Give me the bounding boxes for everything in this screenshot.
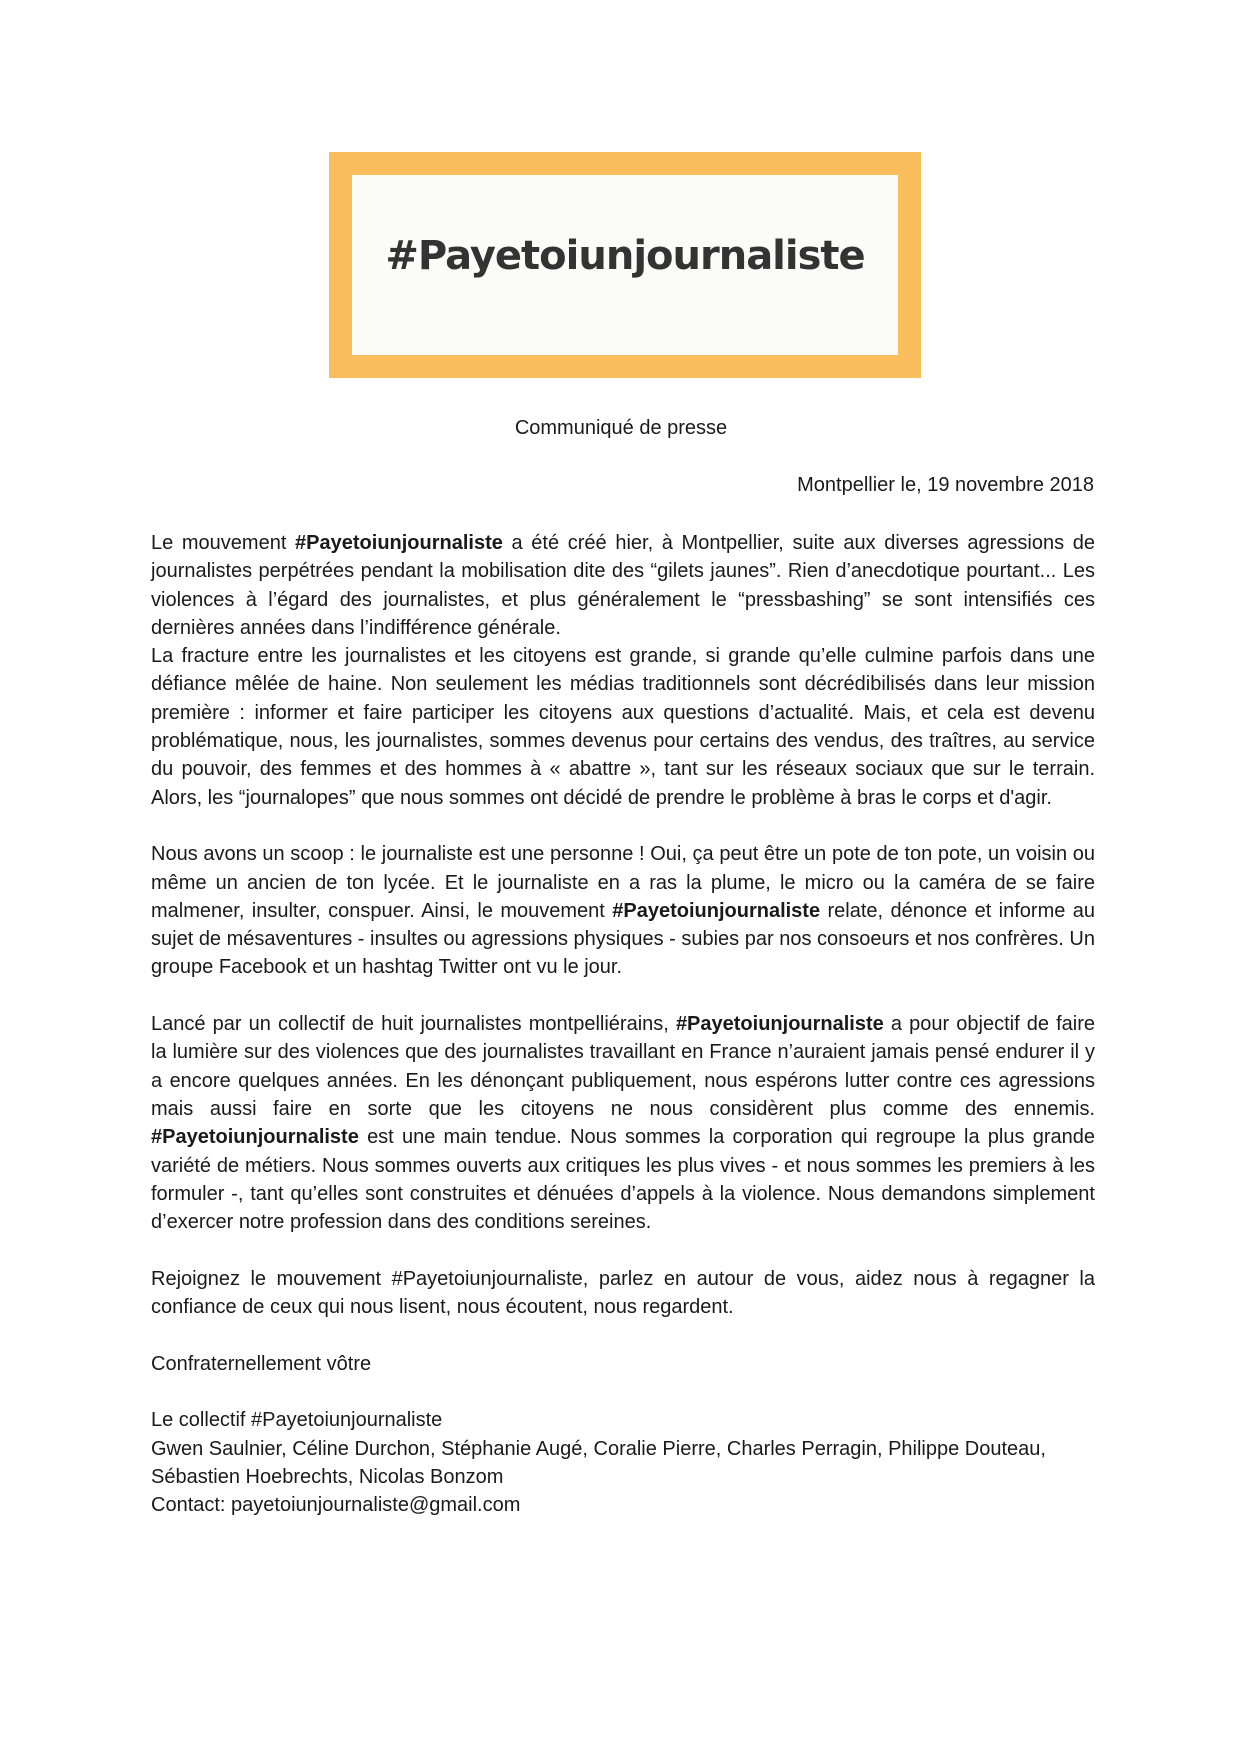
paragraph-4-middle: a pour objectif de faire la lumière sur des violences que des journalistes travaillant en France n’auraient jamais pensé endurer il y a encore quelques années. En les dénonçant publiquement, nous espérons lutter contre ces agressions mais aussi faire en sorte que les citoyens ne nous considèrent plus comme des ennemis. [151, 1013, 1095, 1120]
paragraph-3 [151, 840, 1095, 981]
paragraph-3-hashtag: #Payetoiunjournaliste [612, 899, 821, 922]
banner-hashtag: #Payetoiunjournaliste [385, 233, 865, 279]
paragraph-4 [151, 1010, 1095, 1236]
signature-names-line-2: Sébastien Hoebrechts, Nicolas Bonzom [151, 1465, 504, 1488]
press-release-body [151, 529, 1095, 1519]
paragraph-1-intro: Le mouvement [151, 532, 296, 554]
paragraph-1 [151, 529, 1095, 642]
paragraph-4-hashtag-2: #Payetoiunjournaliste [151, 1126, 359, 1149]
signature-names-line-1: Gwen Saulnier, Céline Durchon, Stéphanie Augé, Coralie Pierre, Charles Perragin, Philippe Douteau, [151, 1437, 1046, 1460]
hashtag-banner [329, 152, 921, 378]
paragraph-3-text: relate, dénonce et informe au sujet de mésaventures - insultes ou agressions physiques - subies par nos consoeurs et nos confrères. Un groupe Facebook et un hashtag Twitter ont vu le jour. [151, 899, 1095, 979]
paragraph-4-intro: Lancé par un collectif de huit journalistes montpelliérains, [151, 1013, 676, 1036]
closing: Confraternellement vôtre [151, 1352, 372, 1375]
contact-email: Contact: payetoiunjournaliste@gmail.com [151, 1494, 521, 1517]
paragraph-4-hashtag: #Payetoiunjournaliste [675, 1013, 884, 1036]
paragraph-2: La fracture entre les journalistes et les citoyens est grande, si grande qu’elle culmine parfois dans une défiance mêlée de haine. Non seulement les médias traditionnels sont décrédibilisés dans leur mission première : informer et faire participer les citoyens aux questions d’actualité. Mais, et cela est devenu problématique, nous, les journalistes, sommes devenus pour certains des vendus, des traîtres, au service du pouvoir, des femmes et des hommes à « abattre », tant sur les réseaux sociaux que sur le terrain. Alors, les “journalopes” que nous sommes ont décidé de prendre le problème à bras le corps et d'agir. [151, 645, 1095, 809]
dateline: Montpellier le, 19 novembre 2018 [797, 474, 1094, 496]
paragraph-3-intro: Nous avons un scoop : le journaliste est une personne ! Oui, ça peut être un pote de ton pote, un voisin ou même un ancien de ton lycée. Et le journaliste en a ras la plume, le micro ou la caméra de se faire malmener, insulter, conspuer. Ainsi, le mouvement [151, 843, 1095, 922]
paragraph-1-text: a été créé hier, à Montpellier, suite aux diverses agressions de journalistes perpétrées pendant la mobilisation dite des “gilets jaunes”. Rien d’anecdotique pourtant... Les violences à l’égard des journalistes, et plus généralement le “pressbashing” se sont intensifiés ces dernières années dans l’indifférence générale. [151, 532, 1095, 639]
paragraph-5: Rejoignez le mouvement #Payetoiunjournaliste, parlez en autour de vous, aidez nous à regagner la confiance de ceux qui nous lisent, nous écoutent, nous regardent. [151, 1267, 1095, 1319]
document-type: Communiqué de presse [514, 417, 728, 439]
signature-block [151, 1406, 1095, 1519]
paragraph-4-text: est une main tendue. Nous sommes la corporation qui regroupe la plus grande variété de métiers. Nous sommes ouverts aux critiques les plus vives - et nous sommes les premiers à les formuler -, tant qu’elles sont construites et dénuées d’appels à la violence. Nous demandons simplement d’exercer notre profession dans des conditions sereines. [151, 1126, 1095, 1234]
signature-collective: Le collectif #Payetoiunjournaliste [151, 1409, 443, 1432]
paragraph-1-hashtag: #Payetoiunjournaliste [295, 532, 503, 554]
